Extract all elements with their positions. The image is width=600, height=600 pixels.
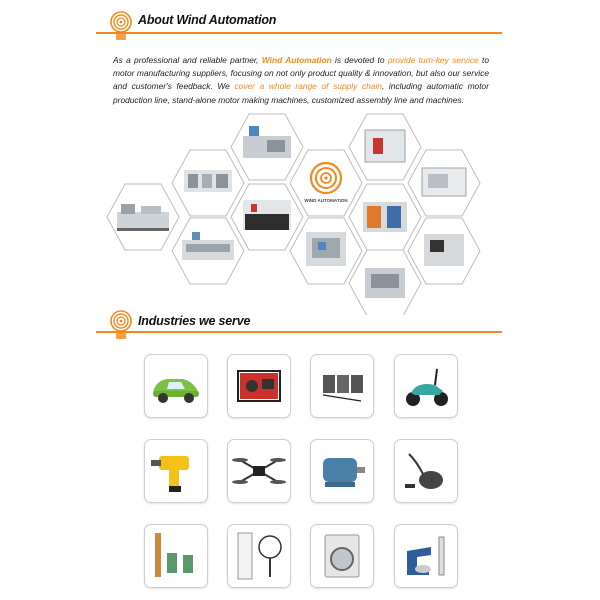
industry-tile-scooter [394, 354, 458, 418]
industry-tile-generator [227, 354, 291, 418]
machine-hex-7 [290, 218, 362, 284]
industry-tile-vacuum-cleaner [394, 439, 458, 503]
machine-hex-8 [349, 114, 421, 180]
machine-hex-3 [172, 218, 244, 284]
machine-hex-2 [172, 150, 244, 216]
industry-tile-power-drill [144, 439, 208, 503]
kitchen-mixer-icon [395, 525, 457, 587]
industry-tile-kitchen-mixer [394, 524, 458, 588]
center-logo-text: WIND AUTOMATION [304, 198, 348, 203]
about-paragraph [113, 54, 489, 107]
vacuum-cleaner-icon [395, 440, 457, 502]
power-drill-icon [145, 440, 207, 502]
industry-tile-electric-car [144, 354, 208, 418]
wind-automation-logo-icon-2 [110, 310, 132, 340]
industries-divider [96, 331, 502, 333]
machine-hex-4 [231, 114, 303, 180]
wind-automation-logo-icon [110, 11, 132, 41]
industry-tile-washing-machine [310, 524, 374, 588]
about-title: About Wind Automation [138, 13, 277, 27]
industry-tile-air-conditioner-fan [227, 524, 291, 588]
industries-title: Industries we serve [138, 314, 251, 328]
industry-tile-drone [227, 439, 291, 503]
machine-hex-1 [107, 184, 179, 250]
machine-hex-9 [349, 184, 421, 250]
air-conditioner-fan-icon [228, 525, 290, 587]
industry-tile-motors [310, 354, 374, 418]
highlight-turnkey: provide turn-key service [387, 55, 479, 65]
intro-text-2: is devoted to [331, 55, 388, 65]
washing-machine-icon [311, 525, 373, 587]
industry-tile-pumps [144, 524, 208, 588]
highlight-supply-chain: cover a whole range of supply chain [234, 81, 382, 92]
about-divider [96, 32, 502, 34]
intro-text-3: to motor manufacturing suppliers, focusing on not only product quality & innovation, but also our service and customer's feedback. We [113, 55, 489, 92]
machine-hex-12 [408, 218, 480, 284]
electric-motor-icon [311, 440, 373, 502]
drone-icon [228, 440, 290, 502]
motors-icon [311, 355, 373, 417]
electric-car-icon [145, 355, 207, 417]
industry-tile-electric-motor [310, 439, 374, 503]
intro-text-4: , including automatic motor production line, stand-alone motor making machines, customized assembly line and machines. [113, 81, 489, 105]
intro-text-1: As a professional and reliable partner, [113, 55, 262, 65]
brand-name: Wind Automation [261, 55, 332, 65]
machine-hex-11 [408, 150, 480, 216]
machines-hexagon-grid [105, 110, 495, 315]
machine-hex-5 [231, 184, 303, 250]
scooter-icon [395, 355, 457, 417]
machine-hex-10 [349, 250, 421, 315]
center-logo-hex [290, 150, 362, 216]
pumps-icon [145, 525, 207, 587]
generator-icon [228, 355, 290, 417]
